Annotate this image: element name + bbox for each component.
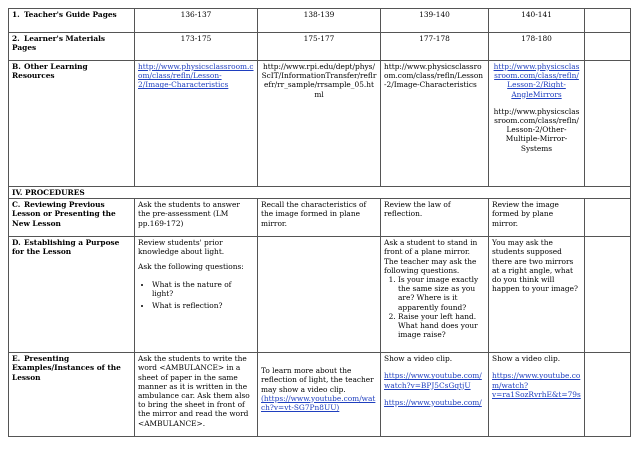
lm-day3: 177-178 [381,33,489,61]
label-teachers-guide: 1. Teacher's Guide Pages [9,9,135,33]
rev-day2: Recall the characteristics of the image formed in plane mirror. [258,199,381,237]
lesson-plan-table [8,8,631,437]
tg-day3: 139-140 [381,9,489,33]
row-learners-materials [9,33,631,61]
res-day4 [489,61,585,187]
ex-day3-text: Show a video clip. [384,354,453,364]
pur-day1-q1: • What is the nature of light? [152,280,254,298]
row-other-resources [9,61,631,187]
rev-day1: Ask the students to answer the pre-assessment (LM pp.169-172) [135,199,258,237]
row-procedures-heading [9,187,631,199]
row-purpose [9,237,631,353]
label-reviewing: C. Reviewing Previous Lesson or Presenting the New Lesson [9,199,135,237]
pur-day1-intro: Review students' prior knowledge about light. [138,238,225,257]
ex-day4-text: Show a video clip. [492,354,561,364]
pur-day1-questions [138,280,254,311]
res-day2-link[interactable]: http://www.rpi.edu/dept/phys/ScIT/InformationTransfer/reflrefr/rr_sample/rrsample_05.html [261,62,377,99]
pur-day5 [585,237,631,353]
res-day2 [258,61,381,187]
pur-day3-questions [384,275,485,339]
label-purpose: D. Establishing a Purpose for the Lesson [9,237,135,353]
label-other-resources: B. Other Learning Resources [9,61,135,187]
pur-day3 [381,237,489,353]
procedures-heading: IV. PROCEDURES [9,187,631,199]
ex-day4 [489,353,585,437]
row-examples [9,353,631,437]
ex-day3-link1[interactable]: https://www.youtube.com/watch?v=BPJ5CsGqtjU [384,371,482,390]
pur-day1-ask: Ask the following questions: [138,261,244,271]
res-day4-link-a[interactable]: http://www.physicsclassroom.com/class/refln/Lesson-2/Right-AngleMirrors [493,62,580,99]
rev-day4: Review the image formed by plane mirror. [489,199,585,237]
ex-day3-link2[interactable]: https://www.youtube.com/ [384,397,482,407]
lm-day2: 175-177 [258,33,381,61]
ex-day3 [381,353,489,437]
rev-day5 [585,199,631,237]
row-teachers-guide [9,9,631,33]
lm-day4: 178-180 [489,33,585,61]
res-day4-link-b[interactable]: http://www.physicsclassroom.com/class/refln/Lesson-2/Other-Multiple-Mirror-Systems [493,106,580,153]
res-day3-link[interactable]: http://www.physicsclassroom.com/class/refln/Lesson-2/Image-Characteristics [384,62,484,90]
ex-day2-link[interactable]: (https://www.youtube.com/watch?v=vt-SG7Pn8UU) [261,393,376,413]
tg-day1: 136-137 [135,9,258,33]
rev-day3: Review the law of reflection. [381,199,489,237]
ex-day4-link[interactable]: https://www.youtube.com/watch?v=ra1SozRvrhE&t=79s [492,371,581,399]
pur-day1-q2: • What is reflection? [152,301,254,310]
ex-day2 [258,353,381,437]
label-examples: E. Presenting Examples/Instances of the Lesson [9,353,135,437]
lm-day1: 173-175 [135,33,258,61]
pur-day4: You may ask the students supposed there are two mirrors at a right angle, what do you think will happen to your image? [489,237,585,353]
row-reviewing [9,199,631,237]
pur-day2 [258,237,381,353]
lm-day5 [585,33,631,61]
pur-day3-intro: Ask a student to stand in front of a plane mirror. The teacher may ask the following questions. [384,238,478,275]
res-day3 [381,61,489,187]
tg-day2: 138-139 [258,9,381,33]
res-day5 [585,61,631,187]
ex-day2-text: To learn more about the reflection of light, the teacher may show a video clip. [261,366,374,394]
pur-day3-q1: 1. Is your image exactly the same size as you are? Where is it apparently found? [398,275,485,312]
ex-day1: Ask the students to write the word <AMBULANCE> in a sheet of paper in the same manner as it is written in the ambulance car. Ask them also to bring the sheet in front of the mirror and read the word <AMBULANCE>. [135,353,258,437]
res-day1-link[interactable]: http://www.physicsclassroom.com/class/refln/Lesson-2/Image-Characteristics [138,62,254,90]
ex-day5 [585,353,631,437]
label-learners-materials: 2. Learner's Materials Pages [9,33,135,61]
tg-day4: 140-141 [489,9,585,33]
tg-day5 [585,9,631,33]
res-day1 [135,61,258,187]
pur-day3-q2: 2. Raise your left hand. What hand does your image raise? [398,312,485,340]
pur-day1 [135,237,258,353]
